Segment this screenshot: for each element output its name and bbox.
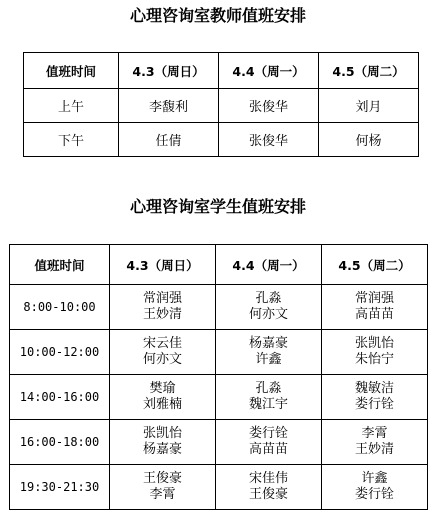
- student-name: 杨嘉豪: [248, 336, 288, 351]
- student-name: 王俊豪: [142, 471, 182, 486]
- student-name: 魏江宇: [248, 397, 288, 412]
- student-name: 李霄: [149, 487, 176, 502]
- time-cell: 下午: [24, 123, 119, 157]
- header-duty-time: 值班时间: [10, 245, 110, 285]
- table-row: [24, 89, 419, 123]
- student-cell: [110, 420, 216, 465]
- student-name: 杨嘉豪: [142, 442, 182, 457]
- student-name: 何亦文: [142, 352, 182, 367]
- student-name: 常润强: [142, 291, 182, 306]
- student-name: 许鑫: [255, 352, 282, 367]
- student-cell: [216, 465, 322, 510]
- table-row: [10, 375, 428, 420]
- header-date-0403: 4.3（周日）: [110, 245, 216, 285]
- student-cell: [322, 465, 428, 510]
- time-cell: 16:00-18:00: [10, 420, 110, 465]
- table-row: [10, 330, 428, 375]
- student-cell: [110, 285, 216, 330]
- time-cell: 14:00-16:00: [10, 375, 110, 420]
- student-name: 魏敏洁: [354, 381, 394, 396]
- student-cell: [322, 330, 428, 375]
- student-name: 张凯怡: [142, 426, 182, 441]
- teacher-cell: 张俊华: [219, 123, 319, 157]
- table-header-row: [10, 245, 428, 285]
- time-cell: 19:30-21:30: [10, 465, 110, 510]
- student-name: 何亦文: [248, 307, 288, 322]
- header-date-0404: 4.4（周一）: [216, 245, 322, 285]
- student-cell: [216, 420, 322, 465]
- student-name: 王妙清: [142, 307, 182, 322]
- student-name: 宋佳伟: [248, 471, 288, 486]
- student-cell: [322, 420, 428, 465]
- teacher-cell: 李馥利: [119, 89, 219, 123]
- student-name: 朱怡宁: [354, 352, 394, 367]
- table-row: [10, 285, 428, 330]
- table-row: [10, 465, 428, 510]
- student-name: 娄行铨: [248, 426, 288, 441]
- time-cell: 8:00-10:00: [10, 285, 110, 330]
- teacher-schedule-title: 心理咨询室教师值班安排: [129, 6, 306, 25]
- header-date-0405: 4.5（周二）: [319, 53, 419, 89]
- teacher-cell: 何杨: [319, 123, 419, 157]
- student-cell: [216, 375, 322, 420]
- student-cell: [216, 330, 322, 375]
- header-date-0405: 4.5（周二）: [322, 245, 428, 285]
- student-name: 张凯怡: [354, 336, 394, 351]
- student-name: 李霄: [361, 426, 388, 441]
- time-cell: 10:00-12:00: [10, 330, 110, 375]
- header-date-0403: 4.3（周日）: [119, 53, 219, 89]
- table-row: [24, 123, 419, 157]
- student-duty-table: [9, 244, 428, 510]
- student-cell: [110, 375, 216, 420]
- table-header-row: [24, 53, 419, 89]
- student-name: 许鑫: [361, 471, 388, 486]
- student-cell: [322, 285, 428, 330]
- student-name: 高苗苗: [248, 442, 288, 457]
- student-schedule-title: 心理咨询室学生值班安排: [129, 197, 306, 216]
- student-name: 王俊豪: [248, 487, 288, 502]
- student-name: 高苗苗: [354, 307, 394, 322]
- student-name: 王妙清: [354, 442, 394, 457]
- student-cell: [322, 375, 428, 420]
- student-name: 孔淼: [255, 381, 282, 396]
- student-cell: [110, 465, 216, 510]
- student-name: 常润强: [354, 291, 394, 306]
- header-date-0404: 4.4（周一）: [219, 53, 319, 89]
- teacher-cell: 刘月: [319, 89, 419, 123]
- table-row: [10, 420, 428, 465]
- teacher-cell: 张俊华: [219, 89, 319, 123]
- student-name: 娄行铨: [354, 487, 394, 502]
- student-name: 刘雅楠: [142, 397, 182, 412]
- header-duty-time: 值班时间: [24, 53, 119, 89]
- teacher-duty-table: [23, 52, 419, 157]
- time-cell: 上午: [24, 89, 119, 123]
- student-name: 樊瑜: [149, 381, 176, 396]
- student-name: 孔淼: [255, 291, 282, 306]
- teacher-cell: 任倩: [119, 123, 219, 157]
- student-name: 娄行铨: [354, 397, 394, 412]
- student-name: 宋云佳: [142, 336, 182, 351]
- student-cell: [216, 285, 322, 330]
- student-cell: [110, 330, 216, 375]
